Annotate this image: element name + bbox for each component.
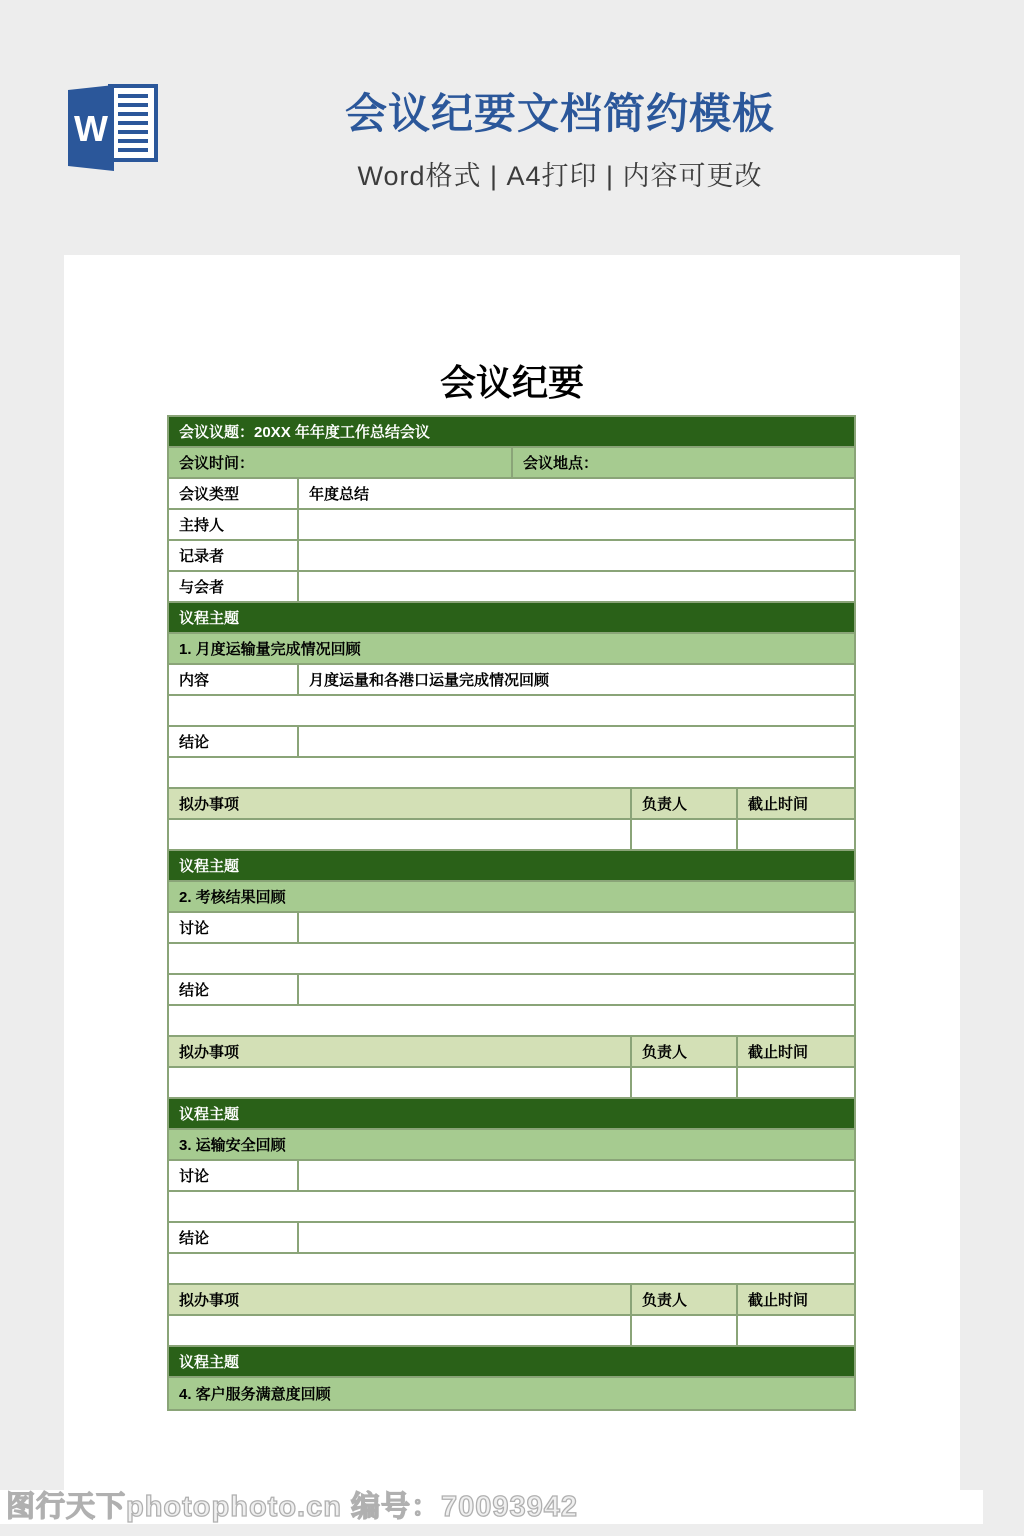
conclusion-value-cell [299, 975, 854, 1004]
agenda-header-row [169, 1347, 854, 1378]
todo-empty-row [169, 1068, 854, 1099]
meeting-type-label-cell: 会议类型 [169, 479, 299, 508]
spacer-row [169, 1006, 854, 1037]
todo-owner-cell: 负责人 [632, 789, 738, 818]
todo-deadline-cell: 截止时间 [748, 1044, 809, 1061]
content-value-cell: 月度运量和各港口运量完成情况回顾 [309, 672, 550, 689]
section-title-row [169, 882, 854, 913]
table-row [169, 1223, 854, 1254]
agenda-header-row [169, 1099, 854, 1130]
meeting-place-label-cell: 会议地点： [523, 455, 599, 472]
spacer-row [169, 1254, 854, 1285]
agenda-header-cell: 议程主题 [179, 610, 240, 627]
conclusion-value-cell [299, 1223, 854, 1252]
spacer-row [169, 1192, 854, 1223]
section-title-row [169, 1130, 854, 1161]
table-row [169, 665, 854, 696]
section-title-cell: 4. 客户服务满意度回顾 [179, 1386, 331, 1403]
document-title: 会议纪要 [439, 362, 584, 404]
table-row [169, 727, 854, 758]
todo-header-row [169, 789, 854, 820]
todo-deadline-cell: 截止时间 [748, 1292, 809, 1309]
header [96, 90, 1024, 193]
host-value-cell [299, 510, 854, 539]
section-title-row [169, 634, 854, 665]
conclusion-value-cell [299, 727, 854, 756]
recorder-value-cell [299, 541, 854, 570]
todo-empty-row [169, 1316, 854, 1347]
spacer-row [169, 696, 854, 727]
page-subtitle: Word格式 | A4打印 | 内容可更改 [357, 161, 763, 191]
todo-items-cell: 拟办事项 [169, 789, 632, 818]
agenda-header-cell: 议程主题 [179, 1106, 240, 1123]
section-title-cell: 1. 月度运输量完成情况回顾 [179, 641, 361, 658]
agenda-header-cell: 议程主题 [179, 1354, 240, 1371]
meeting-type-value-cell: 年度总结 [309, 486, 370, 503]
discussion-value-cell [299, 1161, 854, 1190]
footer-bar [0, 1490, 983, 1524]
table-row [169, 913, 854, 944]
meeting-time-label-cell: 会议时间： [169, 448, 513, 477]
meeting-minutes-table [167, 415, 856, 1411]
table-row-type [169, 479, 854, 510]
todo-empty-row [169, 820, 854, 851]
table-row-topic [169, 417, 854, 448]
document-page [64, 255, 960, 1524]
content-label-cell: 内容 [169, 665, 299, 694]
discussion-label-cell: 讨论 [169, 913, 299, 942]
section-title-cell: 2. 考核结果回顾 [179, 889, 286, 906]
word-logo-letter: W [74, 108, 108, 149]
attendees-label-cell: 与会者 [169, 572, 299, 601]
todo-owner-cell: 负责人 [632, 1285, 738, 1314]
conclusion-label-cell: 结论 [169, 975, 299, 1004]
table-row-recorder [169, 541, 854, 572]
agenda-header-cell: 议程主题 [179, 858, 240, 875]
section-title-cell: 3. 运输安全回顾 [179, 1137, 286, 1154]
todo-header-row [169, 1285, 854, 1316]
todo-items-cell: 拟办事项 [169, 1037, 632, 1066]
todo-owner-cell: 负责人 [632, 1037, 738, 1066]
agenda-header-row [169, 851, 854, 882]
recorder-label-cell: 记录者 [169, 541, 299, 570]
table-row-attendees [169, 572, 854, 603]
discussion-label-cell: 讨论 [169, 1161, 299, 1190]
table-row [169, 975, 854, 1006]
table-row-host [169, 510, 854, 541]
table-row-time-place [169, 448, 854, 479]
section-title-row [169, 1378, 854, 1409]
spacer-row [169, 944, 854, 975]
page-title: 会议纪要文档简约模板 [344, 90, 775, 137]
attendees-value-cell [299, 572, 854, 601]
conclusion-label-cell: 结论 [169, 1223, 299, 1252]
watermark-text: 图行天下photophoto.cn 编号：70093942 [6, 1491, 579, 1523]
agenda-header-row [169, 603, 854, 634]
discussion-value-cell [299, 913, 854, 942]
todo-header-row [169, 1037, 854, 1068]
host-label-cell: 主持人 [169, 510, 299, 539]
conclusion-label-cell: 结论 [169, 727, 299, 756]
todo-items-cell: 拟办事项 [169, 1285, 632, 1314]
todo-deadline-cell: 截止时间 [748, 796, 809, 813]
meeting-topic-cell: 会议议题：20XX 年年度工作总结会议 [179, 424, 430, 441]
spacer-row [169, 758, 854, 789]
table-row [169, 1161, 854, 1192]
